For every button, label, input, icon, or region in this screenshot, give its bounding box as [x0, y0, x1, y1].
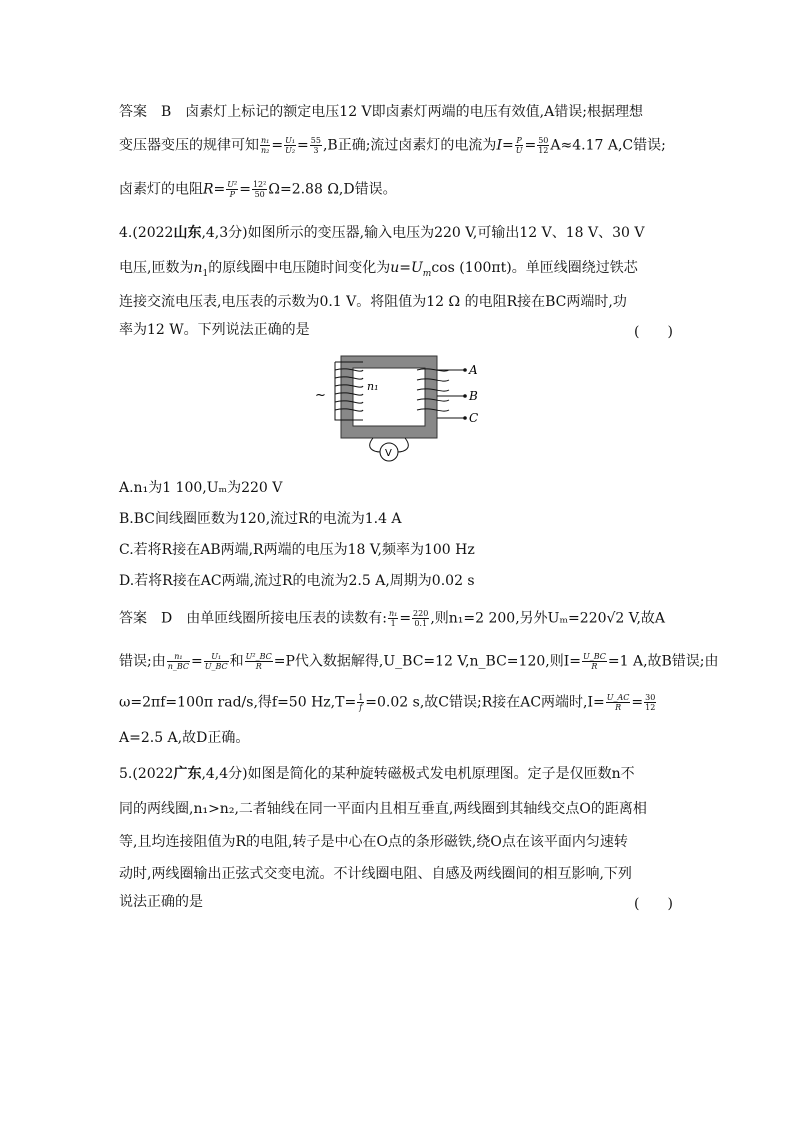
fraction: $\frac{\text{12²}}{50}$	[252, 180, 267, 199]
answer-4-line-2: 错误;由 $\frac{\text{n₁}}{n\_BC}$ = $\frac{\text{U₁}}{U\_BC}$ 和 $\frac{\text{U²\_BC}}{R}$ =P代入数据解得,U_BC=12 V,n_BC=120,则I= $\frac{U\_BC}{R}$ =1 A,故B错误;由	[119, 652, 719, 671]
fraction: $\frac{\text{U²\_BC}}{R}$	[245, 652, 272, 671]
answer-4-line-4: A=2.5 A,故D正确。	[119, 730, 250, 746]
fraction: $\frac{\text{n₁}}{\text{n₂}}$	[261, 136, 270, 155]
question-4-line-4: 率为12 W。下列说法正确的是	[119, 322, 310, 338]
answer-4-line-1: 答案 D 由单匝线圈所接电压表的读数有: $\frac{\text{n₁}}{1}$ = $\frac{220}{0.1}$ ,则n₁=2 200,另外Uₘ=220√2 V,故A	[119, 609, 666, 628]
answer-3-line-2: 变压器变压的规律可知 $\frac{\text{n₁}}{\text{n₂}}$ = $\frac{\text{U₁}}{\text{U₂}}$ = $\frac{55}{3}$ ,B正确;流过卤素灯的电流为I= $\frac{P}{U}$ = $\frac{50}{12}$ A≈4.17 A,C错误;	[119, 136, 666, 155]
fraction: $\frac{\text{U²}}{P}$	[227, 180, 238, 199]
fraction: $\frac{30}{12}$	[645, 693, 656, 712]
terminal-b	[463, 394, 467, 398]
question-5-line-1: 5.(2022广东,4,4分)如图是简化的某种旋转磁极式发电机原理图。定子是仅匝数n不	[119, 766, 635, 782]
question-5-line-5: 说法正确的是	[119, 894, 203, 910]
question-5-line-4: 动时,两线圈输出正弦式交变电流。不计线圈电阻、自感及两线圈间的相互影响,下列	[119, 866, 632, 882]
fraction: $\frac{55}{3}$	[310, 136, 321, 155]
text: 变压器变压的规律可知	[119, 137, 259, 154]
text: 答案 B 卤素灯上标记的额定电压12 V即卤素灯两端的电压有效值,A错误;根据理想	[119, 104, 643, 120]
transformer-diagram	[305, 350, 495, 465]
option-b: B.BC间线圈匝数为120,流过R的电流为1.4 A	[119, 511, 402, 527]
fraction: $\frac{\text{n₁}}{n\_BC}$	[167, 652, 190, 671]
answer-3-line-3: 卤素灯的电阻R= $\frac{\text{U²}}{P}$ = $\frac{\text{12²}}{50}$ Ω=2.88 Ω,D错误。	[119, 180, 397, 199]
tilde: ~	[315, 388, 326, 403]
question-4-line-1: 4.(2022山东,4,3分)如图所示的变压器,输入电压为220 V,可输出12 V、18 V、30 V	[119, 225, 645, 241]
option-d: D.若将R接在AC两端,流过R的电流为2.5 A,周期为0.02 s	[119, 573, 475, 589]
fraction: $\frac{U\_BC}{R}$	[582, 652, 606, 671]
label-c: C	[469, 411, 479, 425]
core-window	[353, 368, 425, 426]
answer-4-line-3: ω=2πf=100π rad/s,得f=50 Hz,T= $\frac{1}{f}$ =0.02 s,故C错误;R接在AC两端时,I= $\frac{U\_AC}{R}$ = $\frac{30}{12}$	[119, 693, 656, 712]
fraction: $\frac{P}{U}$	[515, 136, 523, 155]
label-b: B	[469, 389, 478, 403]
fraction: $\frac{50}{12}$	[538, 136, 549, 155]
terminal-c	[463, 416, 467, 420]
label-a: A	[469, 363, 478, 377]
terminal-a	[463, 368, 467, 372]
question-4-line-2: 电压,匝数为$n_1$的原线圈中电压随时间变化为$u=U_m\cos$ (100πt)。单匝线圈绕过铁芯	[119, 260, 638, 279]
option-c: C.若将R接在AB两端,R两端的电压为18 V,频率为100 Hz	[119, 542, 475, 558]
fraction: $\frac{1}{f}$	[358, 693, 364, 712]
fraction: $\frac{U\_AC}{R}$	[606, 693, 630, 712]
question-5-line-3: 等,且均连接阻值为R的电阻,转子是中心在O点的条形磁铁,绕O点在该平面内匀速转	[119, 834, 628, 850]
fraction: $\frac{\text{U₁}}{\text{U₂}}$	[285, 136, 296, 155]
fraction: $\frac{\text{U₁}}{U\_BC}$	[204, 652, 228, 671]
fraction: $\frac{\text{n₁}}{1}$	[388, 609, 398, 628]
fraction: $\frac{220}{0.1}$	[413, 609, 429, 628]
answer-paren: ( )	[634, 896, 673, 912]
question-4-line-3: 连接交流电压表,电压表的示数为0.1 V。将阻值为12 Ω 的电阻R接在BC两端时,功	[119, 294, 627, 310]
answer-paren: ( )	[634, 324, 673, 340]
option-a: A.n₁为1 100,Uₘ为220 V	[119, 480, 283, 496]
voltmeter-label: V	[385, 448, 392, 459]
question-5-line-2: 同的两线圈,n₁>n₂,二者轴线在同一平面内且相互垂直,两线圈到其轴线交点O的距离相	[119, 801, 647, 817]
answer-3-line-1	[119, 103, 643, 121]
label-n1: n₁	[367, 380, 379, 393]
